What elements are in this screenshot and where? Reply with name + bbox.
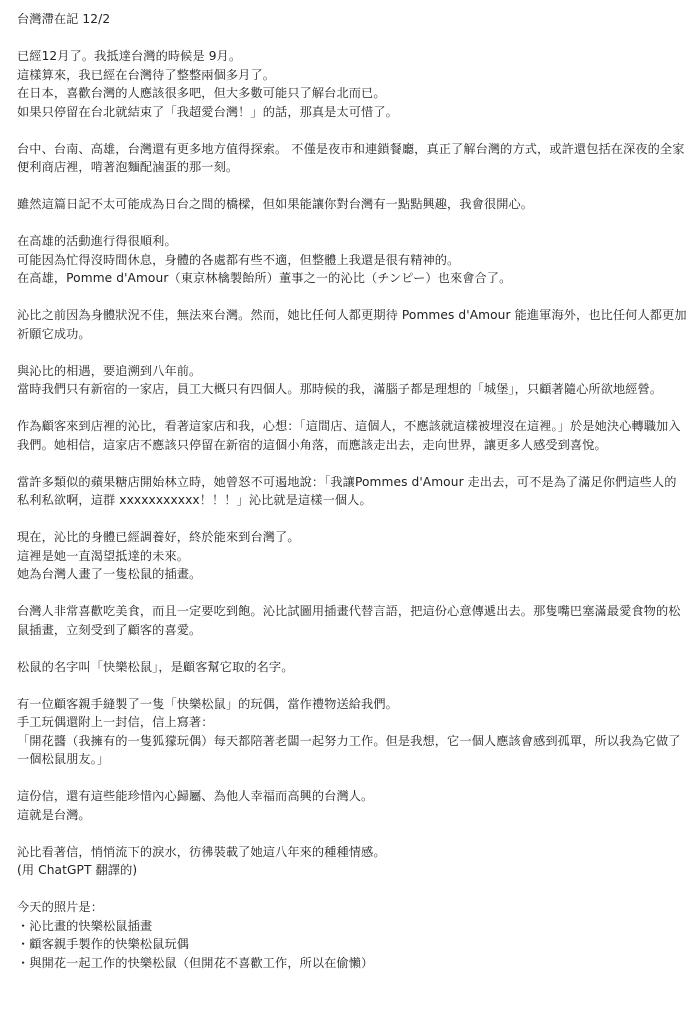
text-line: 手工玩偶還附上一封信，信上寫著： <box>17 715 214 729</box>
text-line: 與沁比的相遇，要追溯到八年前。 <box>17 363 202 378</box>
text-line: 在日本，喜歡台灣的人應該很多吧，但大多數可能只了解台北而已。 <box>17 86 386 100</box>
text-line: 沁比看著信，悄悄流下的淚水，彷彿裝載了她這八年來的種種情感。 <box>17 844 386 859</box>
paragraph <box>17 528 687 584</box>
text-line: 如果只停留在台北就結束了「我超愛台灣！」的話，那真是太可惜了。 <box>17 104 398 119</box>
paragraph <box>17 658 687 677</box>
paragraph <box>17 195 687 214</box>
text-line: 現在，沁比的身體已經調養好，終於能來到台灣了。 <box>17 530 300 544</box>
text-line: 這裡是她一直渴望抵達的未來。 <box>17 548 190 563</box>
paragraph <box>17 695 687 769</box>
text-line: ・顧客親手製作的快樂松鼠玩偶 <box>17 937 190 951</box>
paragraph <box>17 473 687 510</box>
diary-document <box>17 10 687 991</box>
paragraph <box>17 306 687 343</box>
paragraph <box>17 787 687 824</box>
paragraph <box>17 232 687 288</box>
diary-body <box>17 47 687 972</box>
text-line: 今天的照片是： <box>17 900 104 914</box>
paragraph <box>17 602 687 639</box>
text-line: 有一位顧客親手縫製了一隻「快樂松鼠」的玩偶，當作禮物送給我們。 <box>17 696 398 711</box>
paragraph <box>17 417 687 454</box>
text-line: 當時我們只有新宿的一家店，員工大概只有四個人。那時候的我，滿腦子都是理想的「城堡」，只顧著隨心所欲地經營。 <box>17 382 663 396</box>
text-line: 「開花醬（我擁有的一隻狐獴玩偶）每天都陪著老闆一起努力工作。但是我想，它一個人應該會感到孤單，所以我為它做了一個松鼠朋友。」 <box>17 733 681 766</box>
text-line: 這份信，還有這些能珍惜內心歸屬、為他人幸福而高興的台灣人。 <box>17 789 374 803</box>
paragraph <box>17 362 687 399</box>
text-line: 在高雄，Pomme d'Amour（東京林檎製飴所）董事之一的沁比（チンピー）也來會合了。 <box>17 271 512 285</box>
text-line: 已經12月了。我抵達台灣的時候是 9月。 <box>17 49 242 63</box>
text-line: 這樣算來，我已經在台灣待了整整兩個多月了。 <box>17 67 276 82</box>
text-line: 可能因為忙得沒時間休息，身體的各處都有些不適，但整體上我還是很有精神的。 <box>17 252 460 267</box>
paragraph <box>17 898 687 972</box>
paragraph <box>17 47 687 121</box>
text-line: 作為顧客來到店裡的沁比，看著這家店和我，心想：「這間店、這個人，不應該就這樣被埋沒在這裡。」於是她決心轉職加入我們。她相信，這家店不應該只停留在新宿的這個小角落，而應該走出去，走向世界，讓更多人感受到喜悅。 <box>17 419 681 452</box>
paragraph <box>17 843 687 880</box>
text-line: 沁比之前因為身體狀況不佳，無法來台灣。然而，她比任何人都更期待 Pommes d'Amour 能進軍海外，也比任何人都更加祈願它成功。 <box>17 308 687 341</box>
paragraph <box>17 140 687 177</box>
text-line: 松鼠的名字叫「快樂松鼠」，是顧客幫它取的名字。 <box>17 659 294 674</box>
text-line: 她為台灣人畫了一隻松鼠的插畫。 <box>17 567 202 581</box>
text-line: 當許多類似的蘋果糖店開始林立時，她曾怒不可遏地說：「我讓Pommes d'Amour 走出去，可不是為了滿足你們這些人的私利私欲啊，這群 xxxxxxxxxxx！！！」沁比就是這樣一個人。 <box>17 474 677 507</box>
text-line: 這就是台灣。 <box>17 807 91 822</box>
text-line: 台灣人非常喜歡吃美食，而且一定要吃到飽。沁比試圖用插畫代替言語，把這份心意傳遞出去。那隻嘴巴塞滿最愛食物的松鼠插畫，立刻受到了顧客的喜愛。 <box>17 604 681 637</box>
text-line: 在高雄的活動進行得很順利。 <box>17 234 177 248</box>
text-line: (用 ChatGPT 翻譯的) <box>17 863 138 877</box>
text-line: ・沁比畫的快樂松鼠插畫 <box>17 918 153 933</box>
diary-title: 台灣滯在記 12/2 <box>17 12 111 26</box>
text-line: 台中、台南、高雄，台灣還有更多地方值得探索。 不僅是夜市和連鎖餐廳，真正了解台灣的方式，或許還包括在深夜的全家便利商店裡，啃著泡麵配滷蛋的那一刻。 <box>17 141 685 174</box>
text-line: ・與開花一起工作的快樂松鼠（但開花不喜歡工作，所以在偷懶） <box>17 955 374 970</box>
text-line: 雖然這篇日記不太可能成為日台之間的橋樑，但如果能讓你對台灣有一點點興趣，我會很開心。 <box>17 197 534 211</box>
